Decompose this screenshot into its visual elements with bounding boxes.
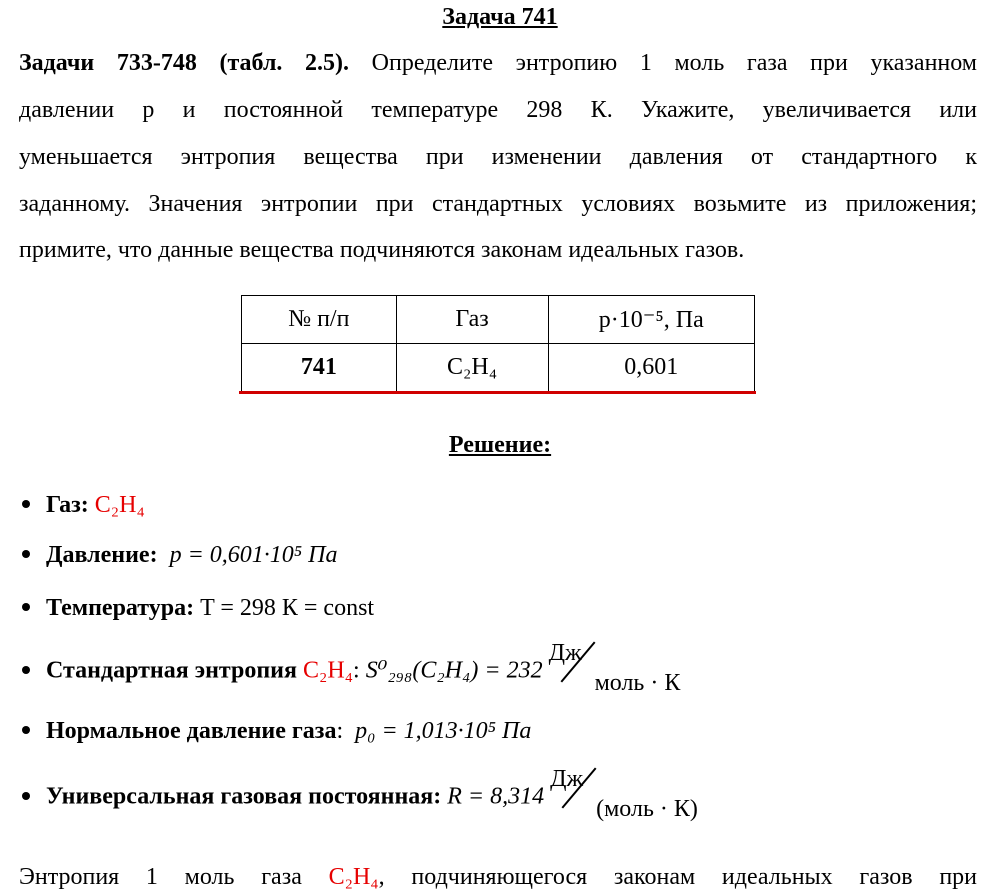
- entropy-unit-numerator: Дж: [548, 640, 582, 666]
- pressure-value: p = 0,601·10⁵ Па: [169, 542, 338, 568]
- conclusion-part-2: , подчиняющегося законам идеальных газов при: [378, 864, 978, 890]
- bullet-entropy: [22, 640, 684, 696]
- conclusion-line: [19, 862, 977, 892]
- intro-line-3: уменьшается энтропия вещества при изменении давления от стандартного к: [19, 144, 977, 170]
- normal-pressure-colon: :: [336, 718, 344, 744]
- bullet-gas-constant: [22, 766, 698, 822]
- conclusion-part-1: Энтропия 1 моль газа: [19, 864, 302, 890]
- temperature-value: T = 298 К = const: [200, 595, 375, 621]
- conclusion-substance: C₂H₄: [328, 864, 379, 890]
- header-pressure: p·10⁻⁵, Па: [548, 296, 755, 344]
- entropy-substance: C₂H₄: [302, 657, 354, 684]
- normal-pressure-value: p₀ = 1,013·10⁵ Па: [355, 718, 532, 744]
- cell-number: 741: [242, 344, 397, 392]
- bullet-temperature: [22, 593, 374, 623]
- entropy-colon: :: [353, 657, 360, 684]
- entropy-formula: S⁰₂₉₈(C₂H₄) = 232: [365, 657, 543, 684]
- entropy-unit: [548, 640, 684, 696]
- gas-constant-unit-numerator: Дж: [550, 766, 584, 792]
- bullet-dot-icon: [22, 792, 30, 800]
- intro-line-4: заданному. Значения энтропии при стандартных условиях возьмите из приложения;: [19, 191, 977, 217]
- pressure-label: Давление:: [46, 542, 158, 568]
- gas-constant-label: Универсальная газовая постоянная:: [46, 783, 442, 810]
- intro-line-1-rest: Определите энтропию 1 моль газа при указанном: [349, 50, 977, 76]
- entropy-unit-denominator: моль · К: [594, 670, 681, 696]
- table-header-row: [242, 296, 755, 344]
- bullet-dot-icon: [22, 500, 30, 508]
- solution-title: Решение:: [448, 432, 552, 458]
- gas-constant-unit: [550, 766, 698, 822]
- problem-title: Задача 741: [442, 4, 558, 30]
- gas-constant-value: R = 8,314: [447, 783, 545, 810]
- intro-line-5: примите, что данные вещества подчиняются законам идеальных газов.: [19, 237, 745, 263]
- bullet-dot-icon: [22, 603, 30, 611]
- bullet-dot-icon: [22, 550, 30, 558]
- header-number: № п/п: [242, 296, 397, 344]
- cell-gas: C₂H₄: [396, 344, 548, 392]
- gas-label: Газ:: [46, 492, 89, 518]
- header-gas: Газ: [396, 296, 548, 344]
- temperature-label: Температура:: [46, 595, 195, 621]
- table-row: [242, 344, 755, 392]
- data-table: [241, 295, 755, 392]
- gas-constant-unit-denominator: (моль · К): [596, 796, 698, 822]
- normal-pressure-label: Нормальное давление газа: [46, 718, 337, 744]
- intro-bold-prefix: Задачи 733-748 (табл. 2.5).: [19, 50, 350, 76]
- bullet-dot-icon: [22, 726, 30, 734]
- gas-value: C₂H₄: [94, 492, 145, 518]
- table-red-underline: [239, 391, 756, 394]
- bullet-gas: [22, 490, 145, 520]
- entropy-label: Стандартная энтропия: [46, 657, 297, 684]
- bullet-normal-pressure: [22, 716, 531, 746]
- cell-pressure: 0,601: [548, 344, 755, 392]
- bullet-dot-icon: [22, 666, 30, 674]
- bullet-pressure: [22, 540, 337, 570]
- intro-line-1: [19, 48, 977, 78]
- intro-line-2: давлении p и постоянной температуре 298 К. Укажите, увеличивается или: [19, 97, 977, 123]
